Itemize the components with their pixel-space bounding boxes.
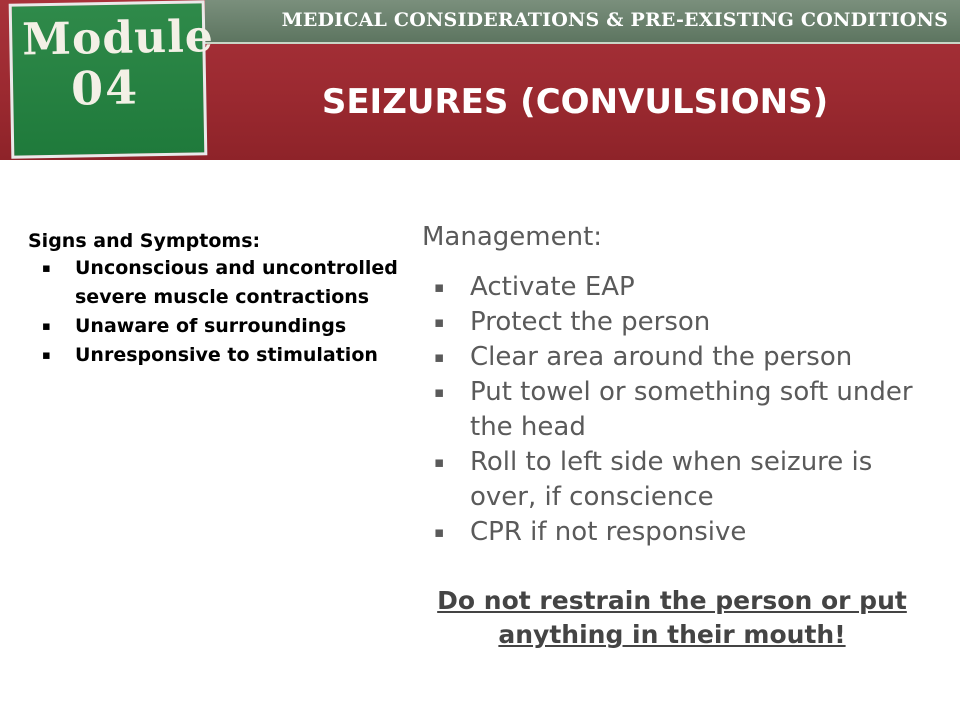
list-item [422,445,942,515]
signs-section [28,230,418,370]
section-strip [205,0,960,44]
bullet-icon: ▪ [434,313,445,331]
list-item [28,254,418,312]
slide-title: SEIZURES (CONVULSIONS) [321,82,829,122]
bullet-icon: ▪ [434,348,445,366]
list-item [28,341,418,370]
signs-list [28,254,418,370]
warning-note: Do not restrain the person or put anything in their mouth! [437,586,907,649]
bullet-icon: ▪ [42,319,51,334]
list-item-text: Unconscious and uncontrolled severe muscle contractions [75,257,398,308]
list-item-text: Put towel or something soft under the head [470,377,913,442]
list-item-text: CPR if not responsive [470,517,747,547]
list-item [422,270,942,305]
management-list [422,270,942,550]
section-title: MEDICAL CONSIDERATIONS & PRE-EXISTING CONDITIONS [281,9,948,31]
bullet-icon: ▪ [434,278,445,296]
list-item [422,515,942,550]
bullet-icon: ▪ [434,453,445,471]
list-item [28,312,418,341]
list-item [422,305,942,340]
module-number: 04 [70,60,140,116]
header-banner [0,0,960,160]
bullet-icon: ▪ [434,383,445,401]
bullet-icon: ▪ [42,261,51,276]
list-item [422,340,942,375]
management-section [422,222,942,550]
list-item [422,375,942,445]
bullet-icon: ▪ [42,348,51,363]
list-item-text: Activate EAP [470,272,635,302]
list-item-text: Clear area around the person [470,342,853,372]
management-heading: Management: [422,222,603,252]
list-item-text: Roll to left side when seizure is over, if conscience [470,447,873,512]
module-badge [9,0,215,158]
signs-heading: Signs and Symptoms: [28,230,261,252]
list-item-text: Unaware of surroundings [75,315,347,337]
module-label: Module [21,11,215,66]
list-item-text: Unresponsive to stimulation [75,344,378,366]
list-item-text: Protect the person [470,307,711,337]
bullet-icon: ▪ [434,523,445,541]
